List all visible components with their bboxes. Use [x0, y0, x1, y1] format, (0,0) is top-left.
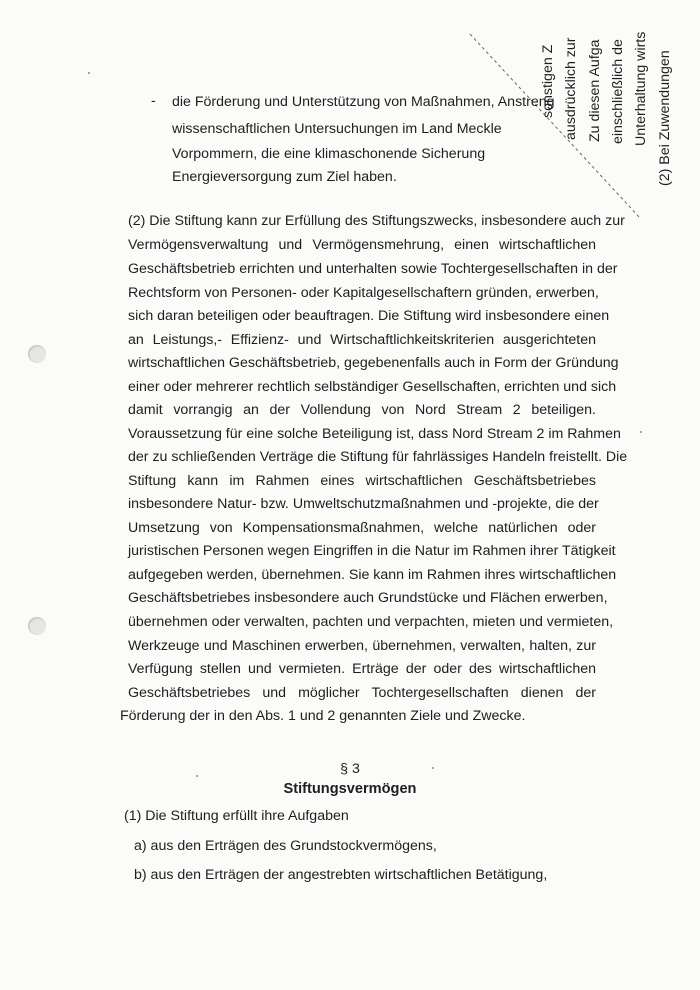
paragraph-line: Förderung der in den Abs. 1 und 2 genannten Ziele und Zwecke.	[120, 708, 526, 724]
paragraph-line: Werkzeuge und Maschinen erwerben, übernehmen, verwalten, halten, zur	[128, 638, 596, 654]
paragraph-line: (2) Die Stiftung kann zur Erfüllung des Stiftungszwecks, insbesondere auch zur	[128, 213, 625, 229]
punch-hole-lower	[28, 617, 46, 635]
margin-note-line: ausdrücklich zur	[563, 37, 579, 140]
paragraph-line: wirtschaftlichen Geschäftsbetrieb, gegebenenfalls auch in Form der Gründung	[128, 355, 619, 371]
paragraph-line: sich daran beteiligen oder beauftragen. Die Stiftung wird insbesondere einen	[128, 308, 610, 324]
paragraph-line: Stiftung kann im Rahmen eines wirtschaftlichen Geschäftsbetriebes	[128, 473, 596, 489]
paragraph-line: insbesondere Natur- bzw. Umweltschutzmaßnahmen und -projekte, die der	[128, 496, 599, 512]
section-number: § 3	[340, 761, 360, 777]
paragraph-line: aufgegeben werden, übernehmen. Sie kann im Rahmen ihres wirtschaftlichen	[128, 567, 617, 583]
margin-note-line: einschließlich de	[610, 39, 626, 144]
bullet-line: wissenschaftlichen Untersuchungen im Land Meckle	[172, 121, 502, 137]
list-item-b: b) aus den Erträgen der angestrebten wirtschaftlichen Betätigung,	[134, 867, 548, 883]
paragraph-line: Geschäftsbetriebes und möglicher Tochtergesellschaften dienen der	[128, 685, 596, 701]
section-paragraph-intro: (1) Die Stiftung erfüllt ihre Aufgaben	[124, 808, 349, 824]
paragraph-line: damit vorrangig an der Vollendung von Nord Stream 2 beteiligen.	[128, 402, 596, 418]
paragraph-line: Rechtsform von Personen- oder Kapitalgesellschaftern gründen, erwerben,	[128, 285, 599, 301]
bullet-line: Vorpommern, die eine klimaschonende Sicherung	[172, 146, 486, 162]
paragraph-line: Geschäftsbetrieb errichten und unterhalten sowie Tochtergesellschaften in der	[128, 261, 618, 277]
margin-note-line: Zu diesen Aufga	[587, 39, 603, 142]
paragraph-line: Umsetzung von Kompensationsmaßnahmen, welche natürlichen oder	[128, 520, 596, 536]
bullet-dash: -	[151, 93, 156, 109]
paragraph-line: Geschäftsbetriebes insbesondere auch Grundstücke und Flächen erwerben,	[128, 590, 608, 606]
section-title: Stiftungsvermögen	[283, 781, 417, 797]
list-item-a: a) aus den Erträgen des Grundstockvermögens,	[134, 838, 437, 854]
scan-speck	[640, 431, 642, 433]
paragraph-line: an Leistungs,- Effizienz- und Wirtschaftlichkeitskriterien ausgerichteten	[128, 332, 596, 348]
margin-note-line: (2) Bei Zuwendungen	[657, 50, 673, 186]
paragraph-line: Voraussetzung für eine solche Beteiligung ist, dass Nord Stream 2 im Rahmen	[128, 426, 621, 442]
paragraph-line: juristischen Personen wegen Eingriffen in die Natur im Rahmen ihrer Tätigkeit	[128, 543, 616, 559]
punch-hole-upper	[28, 345, 46, 363]
bullet-line: die Förderung und Unterstützung von Maßnahmen, Anstreng	[172, 94, 555, 110]
paragraph-line: einer oder mehrerer rechtlich selbständiger Gesellschaften, errichten und sich	[128, 379, 617, 395]
paragraph-line: übernehmen oder verwalten, pachten und verpachten, mieten und vermieten,	[128, 614, 614, 630]
paragraph-line: der zu schließenden Verträge die Stiftung für fahrlässiges Handeln freistellt. Die	[128, 449, 628, 465]
margin-note-line: Unterhaltung wirts	[633, 31, 649, 146]
margin-note-line: sonstigen Z	[540, 44, 556, 118]
paragraph-line: Verfügung stellen und vermieten. Erträge der oder des wirtschaftlichen	[128, 661, 596, 677]
paragraph-line: Vermögensverwaltung und Vermögensmehrung, einen wirtschaftlichen	[128, 237, 596, 253]
bullet-line: Energieversorgung zum Ziel haben.	[172, 169, 397, 185]
